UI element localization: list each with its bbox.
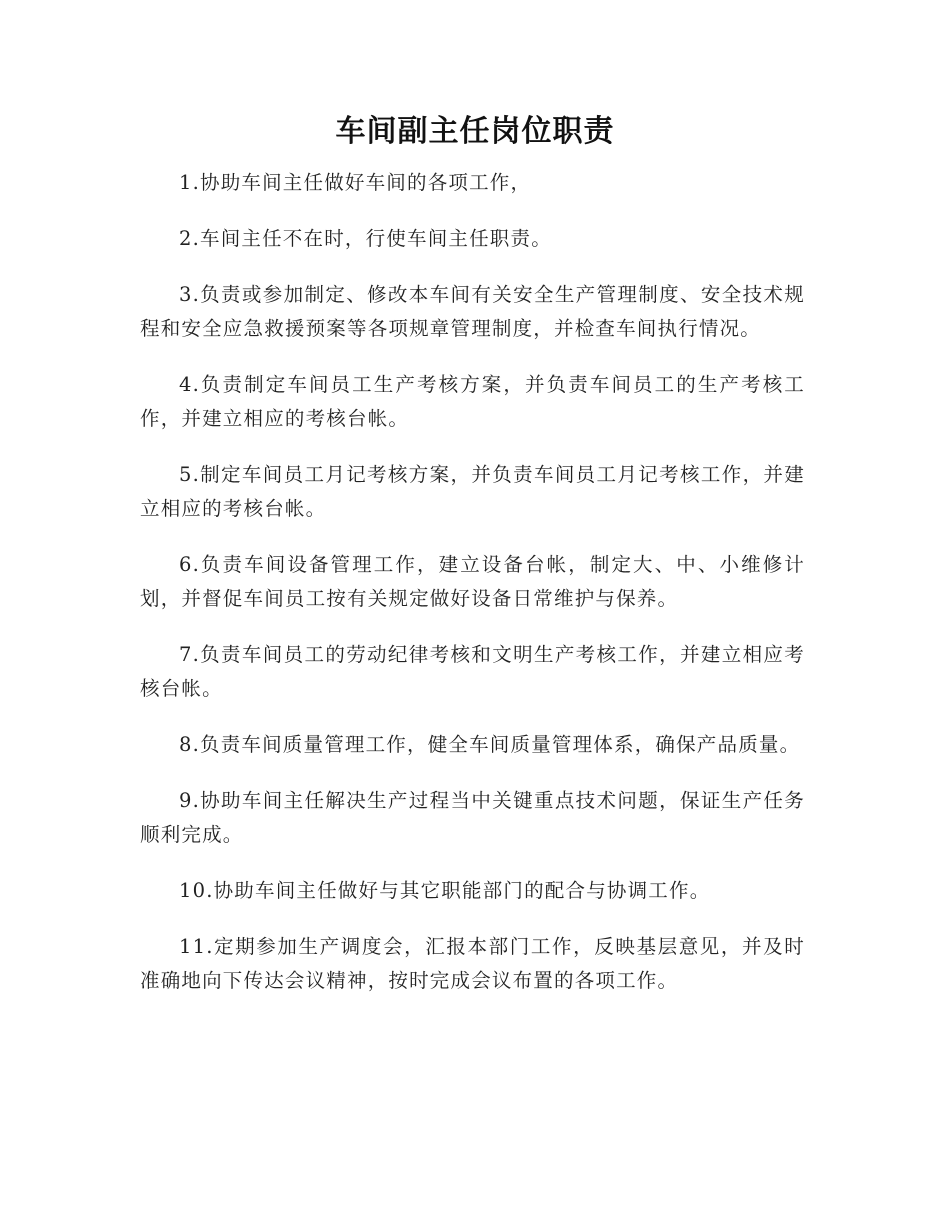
duty-item-11: 11.定期参加生产调度会，汇报本部门工作，反映基层意见，并及时准确地向下传达会议精神，按时完成会议布置的各项工作。 — [140, 935, 805, 992]
duty-item-5: 5.制定车间员工月记考核方案，并负责车间员工月记考核工作，并建立相应的考核台帐。 — [140, 463, 805, 520]
duty-item-8: 8.负责车间质量管理工作，健全车间质量管理体系，确保产品质量。 — [179, 733, 801, 756]
duty-item-10: 10.协助车间主任做好与其它职能部门的配合与协调工作。 — [179, 879, 711, 902]
duty-item-6: 6.负责车间设备管理工作，建立设备台帐，制定大、中、小维修计划，并督促车间员工按有关规定做好设备日常维护与保养。 — [140, 553, 805, 610]
document-body — [140, 166, 805, 1020]
document-title: 车间副主任岗位职责 — [335, 114, 615, 149]
duty-item-2: 2.车间主任不在时，行使车间主任职责。 — [179, 227, 552, 250]
duty-item-1: 1.协助车间主任做好车间的各项工作， — [179, 171, 532, 194]
duty-item-9: 9.协助车间主任解决生产过程当中关键重点技术问题，保证生产任务顺利完成。 — [140, 789, 805, 846]
duty-item-4: 4.负责制定车间员工生产考核方案，并负责车间员工的生产考核工作，并建立相应的考核台帐。 — [140, 373, 805, 430]
duty-item-3: 3.负责或参加制定、修改本车间有关安全生产管理制度、安全技术规程和安全应急救援预案等各项规章管理制度，并检查车间执行情况。 — [140, 283, 805, 340]
duty-item-7: 7.负责车间员工的劳动纪律考核和文明生产考核工作，并建立相应考核台帐。 — [140, 643, 805, 700]
